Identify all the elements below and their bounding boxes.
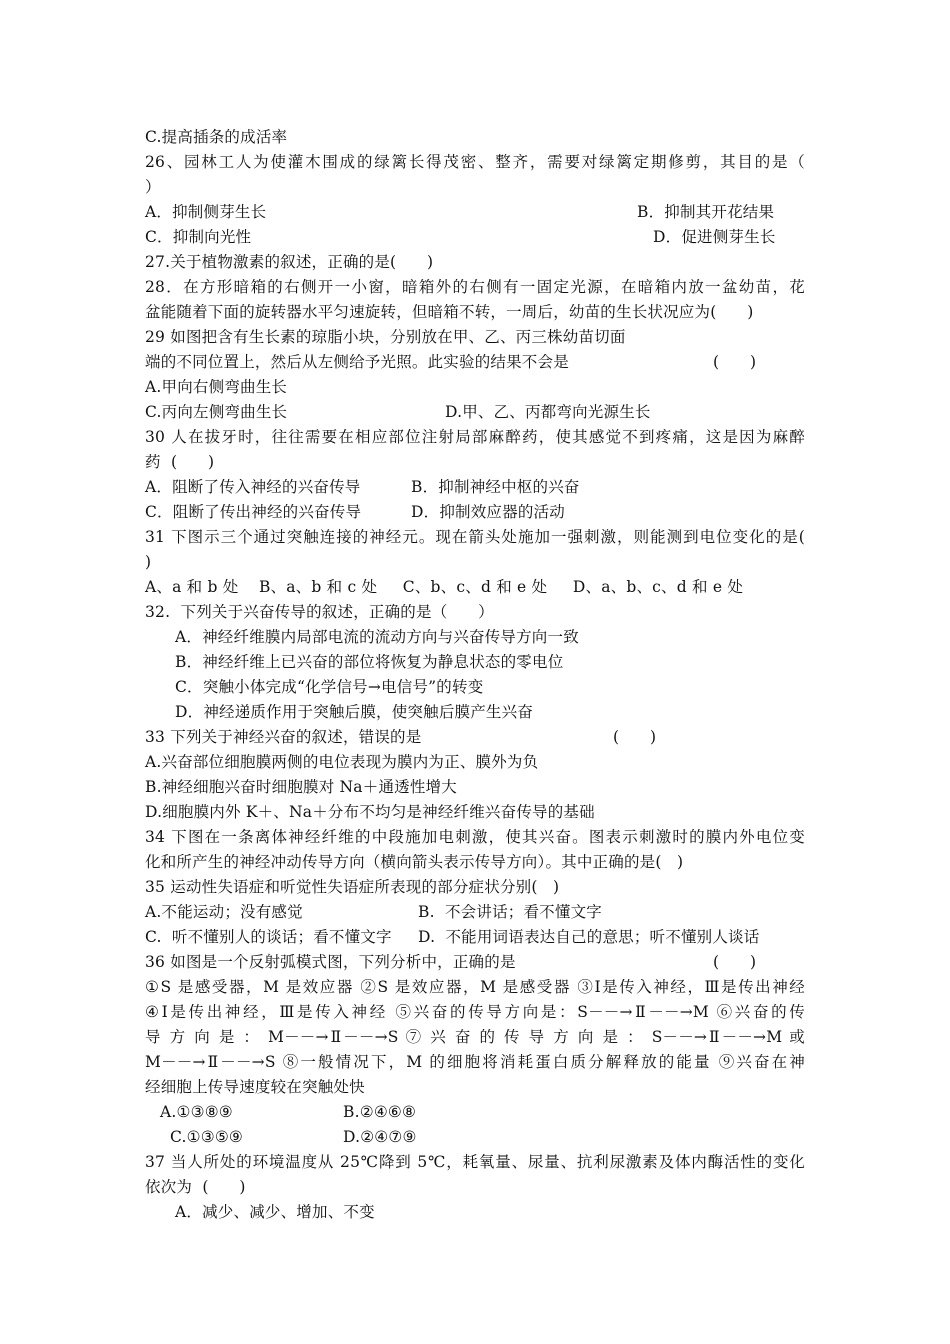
option-c: C．抑制向光性 — [145, 228, 252, 246]
option-d: D．神经递质作用于突触后膜，使突触后膜产生兴奋 — [175, 703, 534, 721]
option-d: D．促进侧芽生长 — [653, 228, 776, 246]
option-b: B.神经细胞兴奋时细胞膜对 Na＋通透性增大 — [145, 778, 457, 796]
text-line: M－－→Ⅱ－－→S ⑧一般情况下，M 的细胞将消耗蛋白质分解释放的能量 ⑨兴奋在神 — [145, 1053, 805, 1071]
option-b: B．抑制神经中枢的兴奋 — [411, 478, 580, 496]
option-c: C．阻断了传出神经的兴奋传导 — [145, 503, 362, 521]
text-line: ④Ⅰ是传出神经，Ⅲ是传入神经 ⑤兴奋的传导方向是：S－－→Ⅱ－－→M ⑥兴奋的传 — [145, 1003, 805, 1021]
option-a: A．神经纤维膜内局部电流的流动方向与兴奋传导方向一致 — [175, 628, 579, 646]
option-a: A.甲向右侧弯曲生长 — [145, 378, 288, 396]
text-line: C.提高插条的成活率 — [145, 128, 288, 146]
option-b: B．神经纤维上已兴奋的部位将恢复为静息状态的零电位 — [175, 653, 564, 671]
option-b: B．抑制其开花结果 — [637, 203, 775, 221]
option-a: A.兴奋部位细胞膜两侧的电位表现为膜内为正、膜外为负 — [145, 753, 539, 771]
question-29: 29 如图把含有生长素的琼脂小块，分别放在甲、乙、丙三株幼苗切面 — [145, 328, 626, 346]
answer-blank: ( ) — [713, 953, 757, 971]
question-35: 35 运动性失语症和听觉性失语症所表现的部分症状分别( ) — [145, 878, 560, 896]
option-a: A．减少、减少、增加、不变 — [175, 1203, 375, 1221]
text-line: 经细胞上传导速度较在突触处快 — [145, 1078, 365, 1096]
text-line: 依次为 ( ) — [145, 1178, 246, 1196]
text-line: ) — [145, 553, 152, 571]
answer-blank: ( ) — [613, 728, 657, 746]
option-d: D.②④⑦⑨ — [343, 1128, 417, 1146]
question-37: 37 当人所处的环境温度从 25℃降到 5℃，耗氧量、尿量、抗利尿激素及体内酶活性的变化 — [145, 1153, 805, 1171]
option-d: D.甲、乙、丙都弯向光源生长 — [445, 403, 651, 421]
question-26: 26、园林工人为使灌木围成的绿篱长得茂密、整齐，需要对绿篱定期修剪，其目的是（ — [145, 153, 805, 171]
option-d: D.细胞膜内外 K＋、Na＋分布不均匀是神经纤维兴奋传导的基础 — [145, 803, 595, 821]
question-30: 30 人在拔牙时，往往需要在相应部位注射局部麻醉药，使其感觉不到疼痛，这是因为麻醉 — [145, 428, 805, 446]
option-d: D．抑制效应器的活动 — [411, 503, 565, 521]
option-c: C．突触小体完成“化学信号→电信号”的转变 — [175, 678, 484, 696]
question-27: 27.关于植物激素的叙述，正确的是( ) — [145, 253, 434, 271]
option-d: D. 不能用词语表达自己的意思；听不懂别人谈话 — [418, 928, 760, 946]
option-c: C. 听不懂别人的谈话；看不懂文字 — [145, 928, 392, 946]
question-28: 28．在方形暗箱的右侧开一小窗，暗箱外的右侧有一固定光源，在暗箱内放一盆幼苗，花 — [145, 278, 805, 296]
option-a: A．抑制侧芽生长 — [145, 203, 267, 221]
text-line: 端的不同位置上，然后从左侧给予光照。此实验的结果不会是 — [145, 353, 569, 371]
text-line: 盆能随着下面的旋转器水平匀速旋转，但暗箱不转，一周后，幼苗的生长状况应为( ) — [145, 303, 754, 321]
option-c: C.①③⑤⑨ — [170, 1128, 244, 1146]
option-b: B.②④⑥⑧ — [343, 1103, 417, 1121]
text-line: 化和所产生的神经冲动传导方向（横向箭头表示传导方向）。其中正确的是( ) — [145, 853, 684, 871]
text-line: 药 ( ) — [145, 453, 215, 471]
question-34: 34 下图在一条离体神经纤维的中段施加电刺激，使其兴奋。图表示刺激时的膜内外电位变 — [145, 828, 805, 846]
option-a: A.①③⑧⑨ — [160, 1103, 233, 1121]
question-31: 31 下图示三个通过突触连接的神经元。现在箭头处施加一强刺激，则能测到电位变化的是( — [145, 528, 805, 546]
text-line: 导 方 向 是 ： M－－→Ⅱ－－→S ⑦ 兴 奋 的 传 导 方 向 是 ： S－－→Ⅱ－－→M 或 — [145, 1028, 805, 1046]
option-b: B. 不会讲话；看不懂文字 — [418, 903, 602, 921]
text-line: ①S 是感受器，M 是效应器 ②S 是效应器，M 是感受器 ③Ⅰ是传入神经，Ⅲ是传出神经 — [145, 978, 805, 996]
question-36: 36 如图是一个反射弧模式图，下列分析中，正确的是 — [145, 953, 516, 971]
answer-blank: ( ) — [713, 353, 757, 371]
option-c: C.丙向左侧弯曲生长 — [145, 403, 288, 421]
question-33: 33 下列关于神经兴奋的叙述，错误的是 — [145, 728, 422, 746]
question-32: 32. 下列关于兴奋传导的叙述，正确的是（ ） — [145, 603, 494, 621]
option-a: A.不能运动；没有感觉 — [145, 903, 303, 921]
option-a: A．阻断了传入神经的兴奋传导 — [145, 478, 361, 496]
options-line: A、a 和 b 处 B、a、b 和 c 处 C、b、c、d 和 e 处 D、a、b、c、d 和 e 处 — [145, 578, 744, 596]
text-line: ） — [145, 178, 161, 196]
